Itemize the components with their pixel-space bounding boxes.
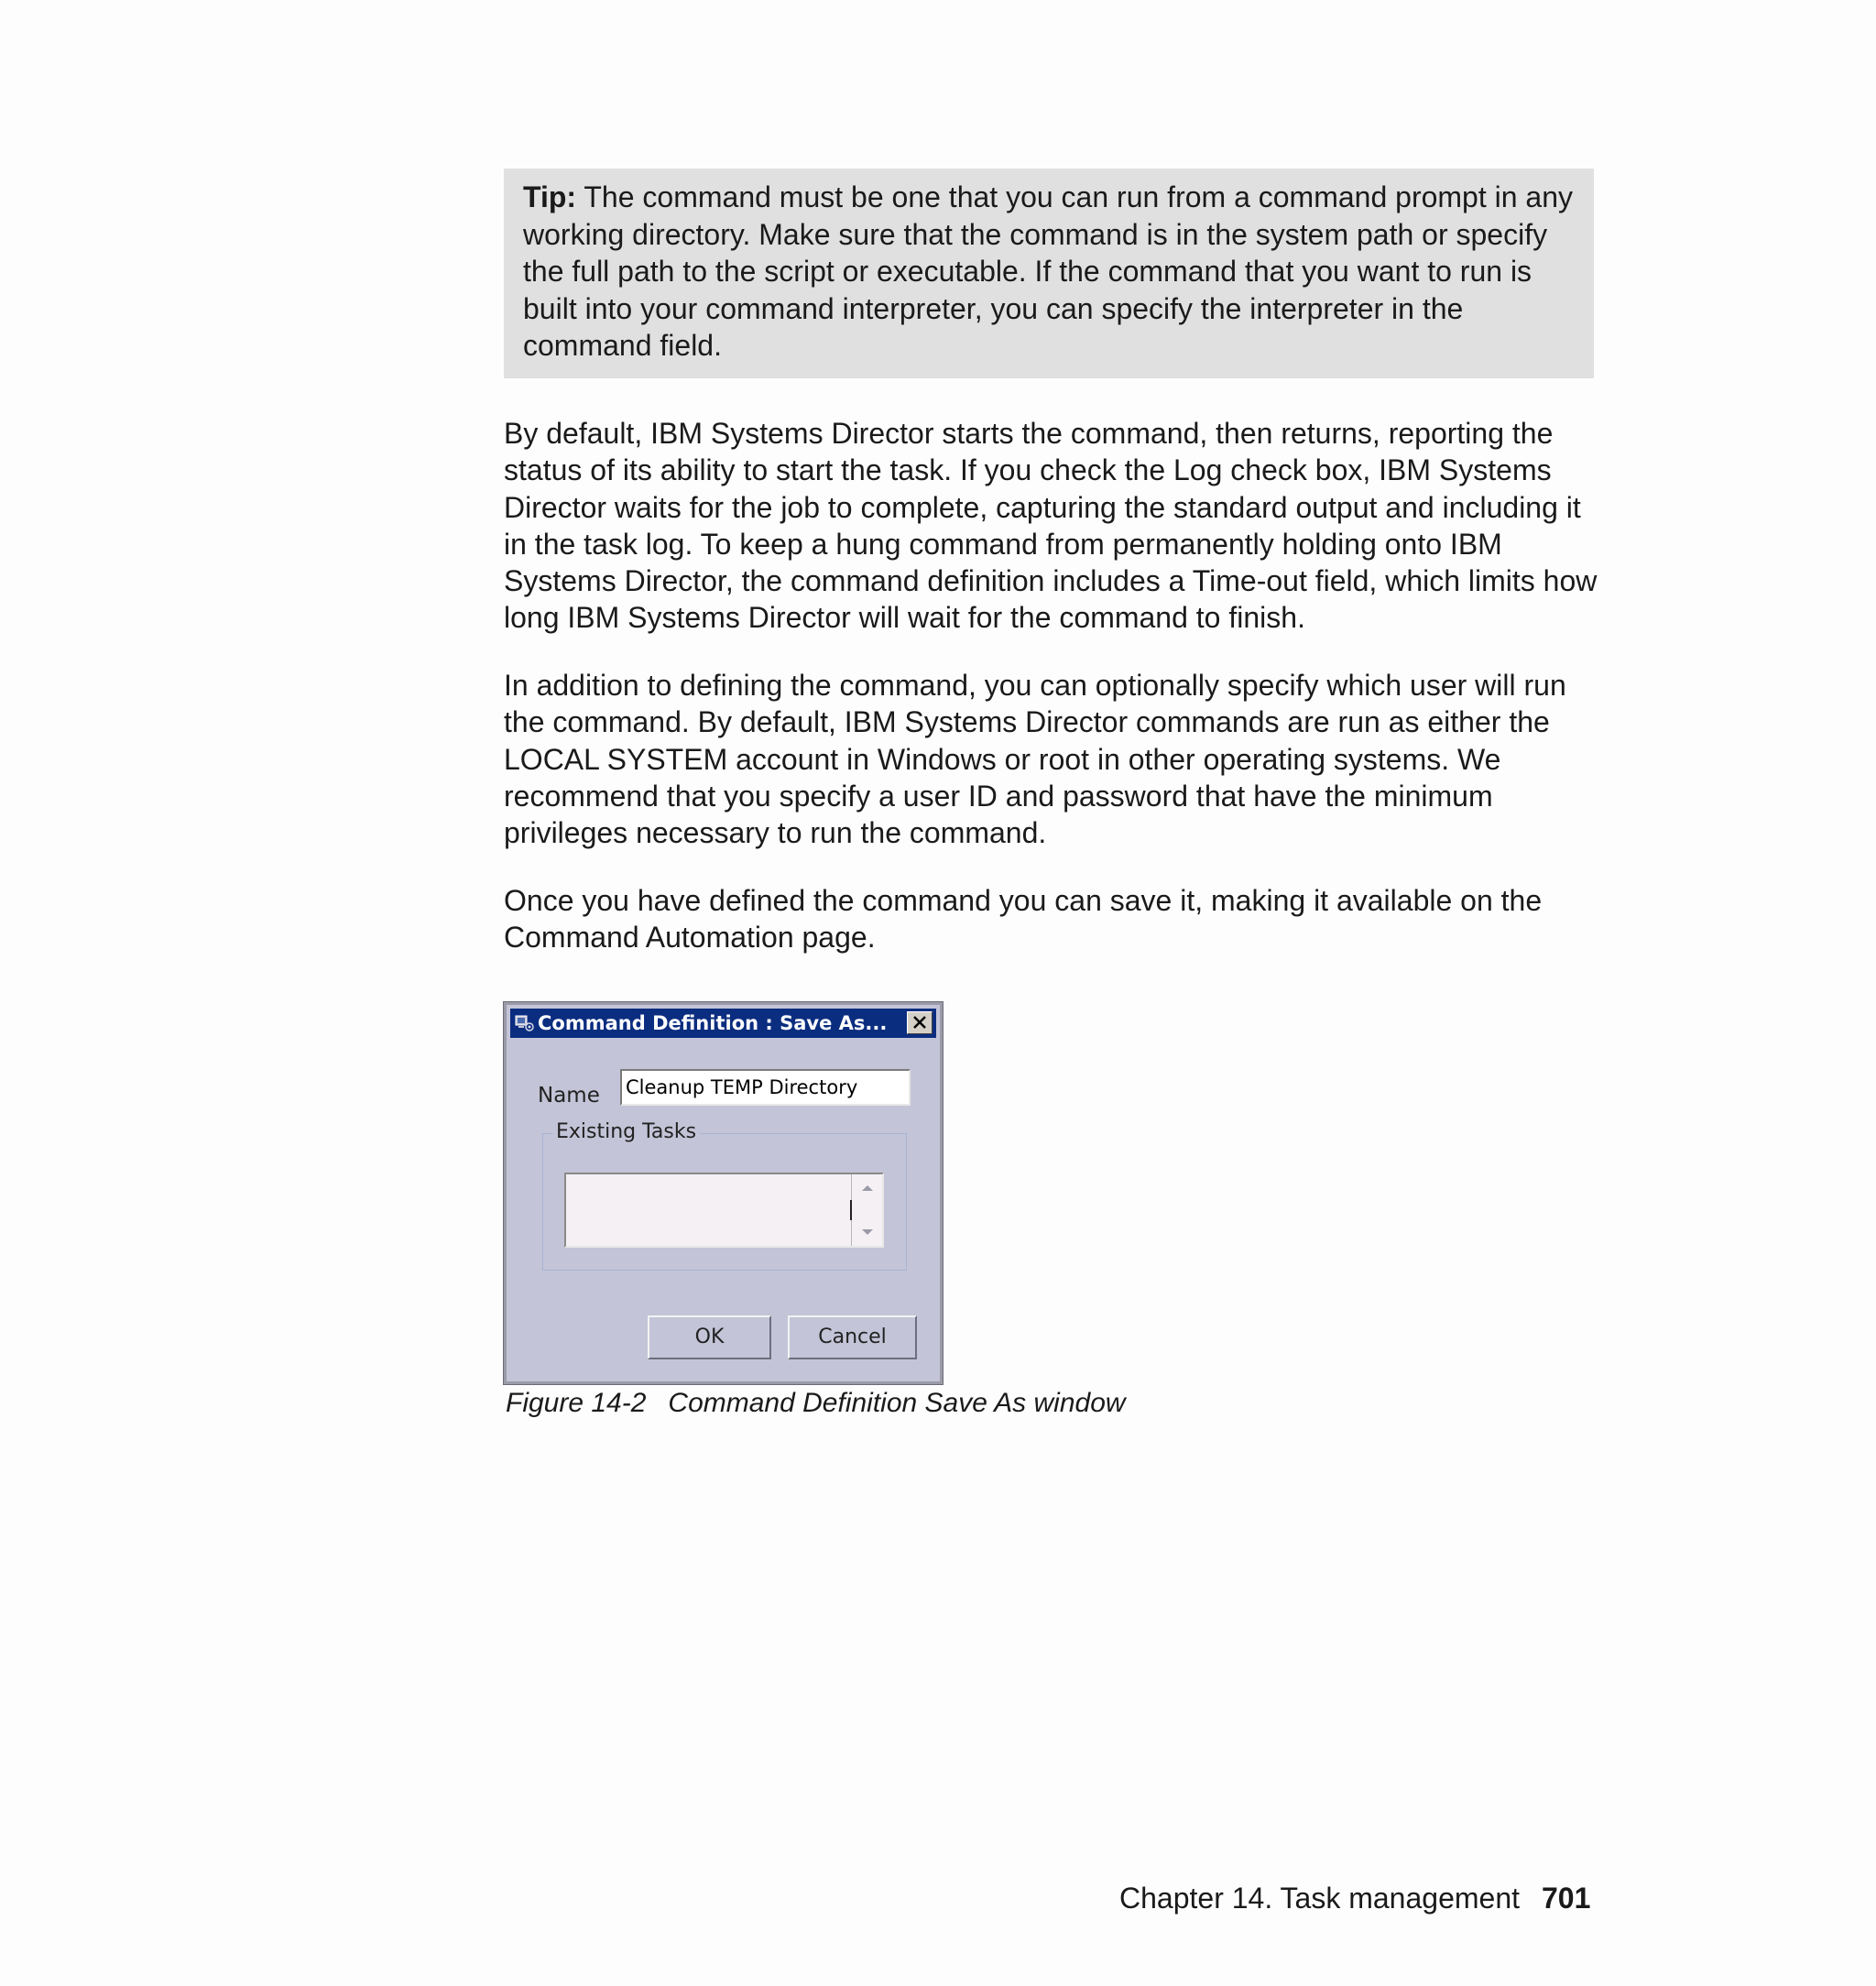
footer-chapter: Chapter 14. Task management [1119,1882,1520,1915]
task-list-scrollbar[interactable] [851,1174,882,1246]
close-icon [908,1012,932,1033]
figure-title: Command Definition Save As window [668,1388,1126,1418]
figure-number: Figure 14-2 [506,1388,647,1418]
tip-box [504,169,1594,378]
dialog-title: Command Definition : Save As... [538,1012,888,1034]
app-icon [514,1013,534,1033]
figure-caption [506,1388,1126,1419]
paragraph-user-account: In addition to defining the command, you can optionally specify which user will run the command. By default, IBM Systems Director commands are run as either the LOCAL SYSTEM account in Windows or root in other operating systems. We recommend that you specify a user ID and password that have the minimum privileges necessary to run the command. [504,669,1566,850]
dialog-titlebar[interactable] [510,1009,936,1038]
paragraph-default-behavior: By default, IBM Systems Director starts the command, then returns, reporting the status of its ability to start the task. If you check the Log check box, IBM Systems Director waits for the job to complete, capturing the standard output and including it in the task log. To keep a hung command from permanently holding onto IBM Systems Director, the command definition includes a Time-out field, which limits how long IBM Systems Director will wait for the command to finish. [504,417,1598,635]
page-number: 701 [1542,1882,1591,1915]
text-cursor [850,1200,852,1220]
cancel-button[interactable]: Cancel [788,1315,917,1359]
name-input[interactable] [620,1069,911,1106]
scroll-up-icon[interactable] [862,1185,873,1191]
paragraph-save-command: Once you have defined the command you can save it, making it available on the Command Automation page. [504,884,1543,955]
scroll-down-icon[interactable] [862,1229,873,1235]
ok-button[interactable]: OK [648,1315,771,1359]
tip-label: Tip: [523,180,577,213]
save-as-dialog [504,1002,943,1384]
name-label: Name [538,1084,600,1108]
close-button[interactable] [907,1011,933,1034]
existing-tasks-list[interactable] [564,1173,884,1248]
existing-tasks-label: Existing Tasks [552,1120,700,1143]
tip-text: The command must be one that you can run from a command prompt in any working directory. Make sure that the command is in the system path or specify the full path to the script or executable. If the command that you want to run is built into your command interpreter, you can specify the interpreter in the command field. [523,180,1574,362]
